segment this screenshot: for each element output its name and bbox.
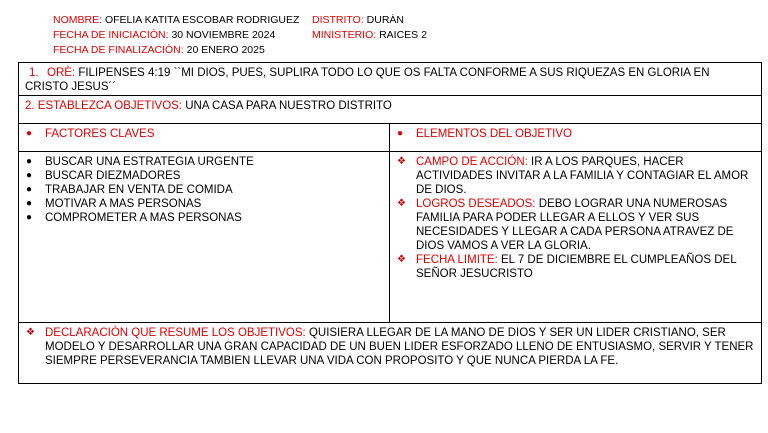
element-text: EL 7 DE DICIEMBRE EL CUMPLEAÑOS DEL SEÑOR JESUCRISTO xyxy=(416,254,737,280)
diamond-bullet-icon: ❖ xyxy=(397,156,406,167)
bullet-dot-icon: ● xyxy=(26,170,33,181)
headings-row xyxy=(19,124,761,152)
list-item-text: MOTIVAR A MAS PERSONAS xyxy=(45,198,202,210)
header-left xyxy=(53,13,299,58)
bullet-dot-icon: ● xyxy=(26,156,33,167)
list-item xyxy=(25,169,383,183)
bullet-dot-icon: ● xyxy=(26,128,33,139)
elementos-list xyxy=(396,155,755,281)
diamond-bullet-icon: ❖ xyxy=(26,327,35,338)
fin-value: 20 ENERO 2025 xyxy=(186,44,265,56)
element-label: LOGROS DESEADOS: xyxy=(416,198,536,210)
nombre-line xyxy=(53,13,299,28)
ministerio-line xyxy=(312,28,427,43)
declaracion-text: QUISIERA LLEGAR DE LA MANO DE DIOS Y SER UN LIDER CRISTIANO, SER MODELO Y DESARROLLAR UNA GRAN CAPACIDAD DE UN BUEN LIDER ESFORZADO LLENO DE ENTUSIASMO, SERVIR Y TENER SIEMPRE PERSEVERANCIA TAMBIEN LLEVAR UNA VIDA CON PROPOSITO Y QUE NUNCA PIERDA LA FE. xyxy=(45,327,754,367)
distrito-value: DURÀN xyxy=(366,14,404,26)
ore-row xyxy=(19,63,761,96)
ministerio-value: RAICES 2 xyxy=(379,29,427,41)
factores-list-cell xyxy=(19,152,390,322)
ore-number: 1. xyxy=(29,67,39,79)
element-text: DEBO LOGRAR UNA NUMEROSAS FAMILIA PARA PODER LLEGAR A ELLOS Y VER SUS NECESIDADES Y LLEGAR A CADA PERSONA ATRAVEZ DE DIOS VAMOS A VER LA GLORIA. xyxy=(416,198,734,252)
distrito-line xyxy=(312,13,427,28)
ore-label: ORÈ: xyxy=(47,67,76,79)
diamond-bullet-icon: ❖ xyxy=(397,198,406,209)
objetivos-text: UNA CASA PARA NUESTRO DISTRITO xyxy=(185,100,392,112)
elementos-heading-cell xyxy=(390,124,761,151)
list-item xyxy=(25,155,383,169)
objetivos-label: 2. ESTABLEZCA OBJETIVOS: xyxy=(25,100,183,112)
element-text: IR A LOS PARQUES, HACER ACTIVIDADES INVITAR A LA FAMILIA Y CONTAGIAR EL AMOR DE DIOS. xyxy=(416,156,749,196)
list-item xyxy=(396,253,755,281)
list-item-text: BUSCAR DIEZMADORES xyxy=(45,170,181,182)
inicio-value: 30 NOVIEMBRE 2024 xyxy=(171,29,276,41)
element-label: FECHA LIMITE: xyxy=(416,254,498,266)
list-item-text: BUSCAR UNA ESTRATEGIA URGENTE xyxy=(45,156,254,168)
factores-heading-cell xyxy=(19,124,390,151)
ministerio-label: MINISTERIO: xyxy=(312,29,377,41)
bullet-dot-icon: ● xyxy=(26,184,33,195)
elementos-heading: ELEMENTOS DEL OBJETIVO xyxy=(416,128,572,140)
list-item xyxy=(396,197,755,253)
factores-heading: FACTORES CLAVES xyxy=(45,128,155,140)
diamond-bullet-icon: ❖ xyxy=(397,254,406,265)
header-right xyxy=(312,13,427,43)
declaracion-row xyxy=(19,323,761,383)
bullet-dot-icon: ● xyxy=(397,128,404,139)
ore-text: FILIPENSES 4:19 ``MI DIOS, PUES, SUPLIRA TODO LO QUE OS FALTA CONFORME A SUS RIQUEZAS EN GLORIA EN CRISTO JESUS´´ xyxy=(25,67,710,93)
declaracion-label: DECLARACIÒN QUE RESUME LOS OBJETIVOS: xyxy=(45,327,306,339)
fin-line xyxy=(53,43,299,58)
distrito-label: DISTRITO: xyxy=(312,14,364,26)
list-item xyxy=(25,183,383,197)
inicio-label: FECHA DE INICIACIÒN: xyxy=(53,29,169,41)
list-item xyxy=(25,197,383,211)
list-item-text: COMPROMETER A MAS PERSONAS xyxy=(45,212,242,224)
factores-list xyxy=(25,155,383,225)
element-label: CAMPO DE ACCIÓN: xyxy=(416,156,528,168)
list-item xyxy=(25,211,383,225)
plan-table xyxy=(18,62,762,384)
nombre-label: NOMBRE: xyxy=(53,14,103,26)
inicio-line xyxy=(53,28,299,43)
content-row xyxy=(19,152,761,323)
list-item xyxy=(396,155,755,197)
objetivos-row xyxy=(19,96,761,124)
fin-label: FECHA DE FINALIZACIÒN: xyxy=(53,44,184,56)
elementos-list-cell xyxy=(390,152,761,322)
list-item-text: TRABAJAR EN VENTA DE COMIDA xyxy=(45,184,233,196)
nombre-value: OFELIA KATITA ESCOBAR RODRIGUEZ xyxy=(104,14,300,26)
bullet-dot-icon: ● xyxy=(26,212,33,223)
bullet-dot-icon: ● xyxy=(26,198,33,209)
